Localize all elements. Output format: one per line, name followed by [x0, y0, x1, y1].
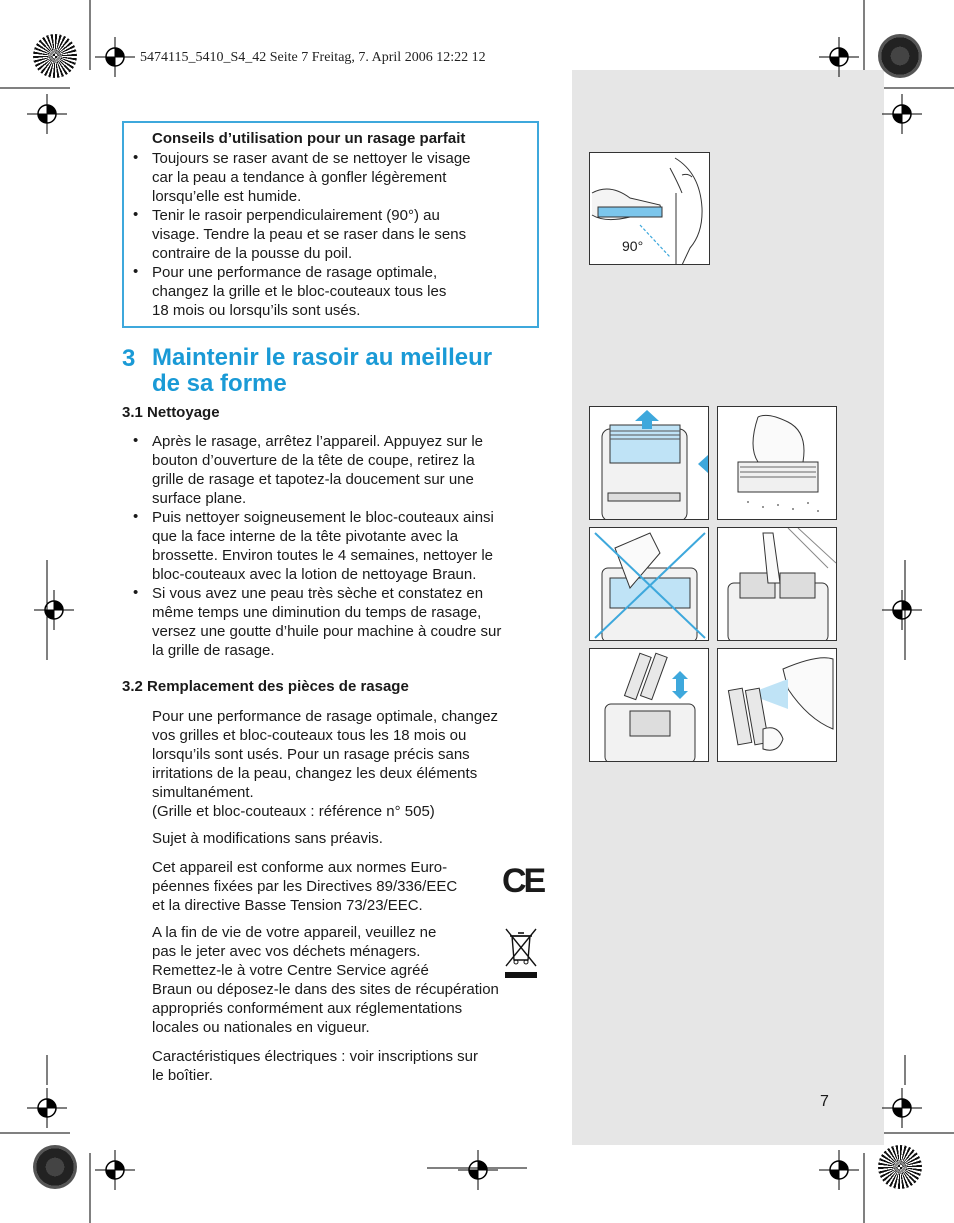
color-wheel-icon [878, 1145, 922, 1189]
color-wheel-icon [33, 1145, 77, 1189]
ce-mark-icon: CE [502, 862, 544, 900]
crossed-bin-icon [503, 926, 539, 980]
color-wheel-icon [33, 34, 77, 78]
page-number: 7 [820, 1093, 829, 1110]
bullet-dot: • [133, 206, 139, 223]
bullet-dot: • [133, 149, 139, 166]
electrical-paragraph: Caractéristiques électriques : voir inscriptions sur le boîtier. [152, 1048, 478, 1084]
subsection-heading: 3.2 Remplacement des pièces de rasage [122, 678, 409, 695]
conformity-paragraph: Cet appareil est conforme aux normes Euro- péennes fixées par les Directives 89/336/EEC et la directive Basse Tension 73/23/EEC. [152, 859, 458, 914]
illustration-lotion-spray [717, 648, 837, 762]
disclaimer-paragraph: Sujet à modifications sans préavis. [152, 830, 383, 847]
bullet-dot: • [133, 508, 139, 525]
bullet-dot: • [133, 432, 139, 449]
replacement-paragraph: Pour une performance de rasage optimale, changez vos grilles et bloc-couteaux tous les 18 mois ou lorsqu’ils sont usés. Pour un rasage précis sans irritations de la peau, changez les deux éléments simultanément. (Grille et bloc-couteaux : référence n° 505) [152, 708, 499, 820]
cleaning-step: Puis nettoyer soigneusement le bloc-couteaux ainsi que la face interne de la tête pivotante avec la brossette. Environ toutes le 4 semaines, nettoyer le bloc-couteaux avec la lotion de nettoyage Braun. [152, 509, 494, 583]
illustration-remove-foil [589, 406, 709, 520]
illustration-no-brush-foil [589, 527, 709, 641]
color-wheel-icon [878, 34, 922, 78]
illustration-tap-foil [717, 406, 837, 520]
printer-slug: 5474115_5410_S4_42 Seite 7 Freitag, 7. April 2006 12:22 12 [140, 50, 486, 65]
illustration-brush-cutter [717, 527, 837, 641]
cleaning-step: Si vous avez une peau très sèche et constatez en même temps une diminution du temps de rasage, versez une goutte d’huile pour machine à coudre sur la grille de rasage. [152, 585, 502, 659]
tip-item: Toujours se raser avant de se nettoyer le visage car la peau a tendance à gonfler légèrement lorsqu’elle est humide. [152, 150, 471, 205]
illustration-shaving-angle [589, 152, 710, 265]
subsection-heading: 3.1 Nettoyage [122, 404, 220, 421]
tips-title: Conseils d’utilisation pour un rasage parfait [152, 130, 466, 147]
tip-item: Pour une performance de rasage optimale, changez la grille et le bloc-couteaux tous les 18 mois ou lorsqu’ils sont usés. [152, 264, 447, 319]
disposal-paragraph: A la fin de vie de votre appareil, veuillez ne pas le jeter avec vos déchets ménagers. Remettez-le à votre Centre Service agréé Braun ou déposez-le dans des sites de récupération appropriés conformément aux réglementations locales ou nationales en vigueur. [152, 924, 499, 1036]
tip-item: Tenir le rasoir perpendiculairement (90°) au visage. Tendre la peau et se raser dans le sens contraire de la pousse du poil. [152, 207, 467, 262]
angle-label: 90° [622, 238, 644, 254]
bullet-dot: • [133, 263, 139, 280]
cleaning-step: Après le rasage, arrêtez l’appareil. Appuyez sur le bouton d’ouverture de la tête de coupe, retirez la grille de rasage et tapotez-la doucement sur une surface plane. [152, 433, 484, 507]
section-number: 3 [122, 345, 136, 372]
bullet-dot: • [133, 584, 139, 601]
illustration-replace-parts [589, 648, 709, 762]
section-title: Maintenir le rasoir au meilleur de sa forme [152, 344, 493, 397]
